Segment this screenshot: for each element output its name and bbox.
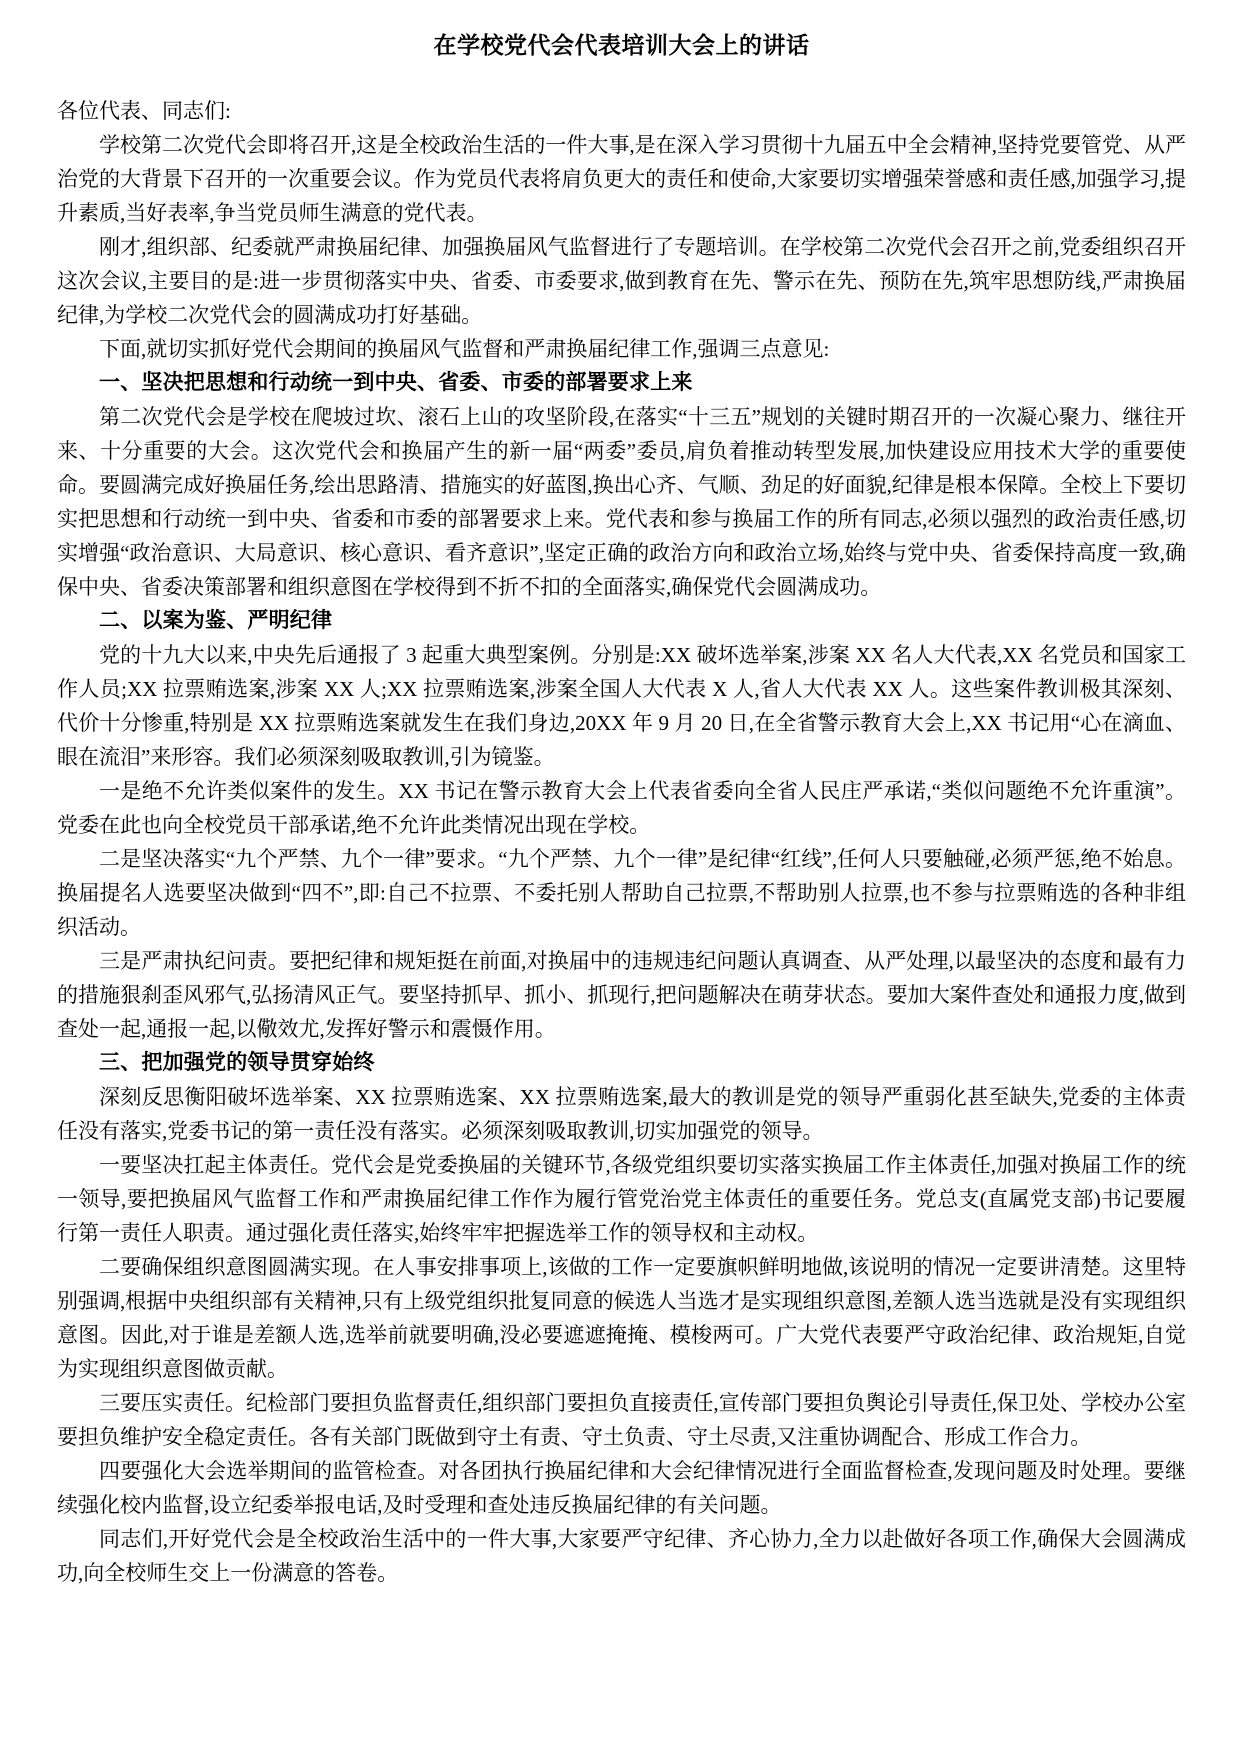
section-heading-1: 一、坚决把思想和行动统一到中央、省委、市委的部署要求上来 — [99, 371, 693, 394]
paragraph: 二要确保组织意图圆满实现。在人事安排事项上,该做的工作一定要旗帜鲜明地做,该说明的情况一定要讲清楚。这里特别强调,根据中央组织部有关精神,只有上级党组织批复同意的候选人当选才是实现组织意图,差额人选当选就是没有实现组织意图。因此,对于谁是差额人选,选举前就要明确,没必要遮遮掩掩、模梭两可。广大党代表要严守政治纪律、政治规矩,自觉为实现组织意图做贡献。 — [57, 1255, 1186, 1381]
section-heading-3: 三、把加强党的领导贯穿始终 — [99, 1051, 375, 1074]
paragraph: 一是绝不允许类似案件的发生。XX 书记在警示教育大会上代表省委向全省人民庄严承诺,“类似问题绝不允许重演”。党委在此也向全校党员干部承诺,绝不允许此类情况出现在学校。 — [57, 779, 1186, 837]
paragraph: 下面,就切实抓好党代会期间的换届风气监督和严肃换届纪律工作,强调三点意见: — [99, 337, 830, 361]
salutation: 各位代表、同志们: — [57, 99, 231, 123]
section-heading-2: 二、以案为鉴、严明纪律 — [99, 609, 333, 632]
paragraph: 学校第二次党代会即将召开,这是全校政治生活的一件大事,是在深入学习贯彻十九届五中全会精神,坚持党要管党、从严治党的大背景下召开的一次重要会议。作为党员代表将肩负更大的责任和使命,大家要切实增强荣誉感和责任感,加强学习,提升素质,当好表率,争当党员师生满意的党代表。 — [57, 133, 1186, 225]
paragraph: 刚才,组织部、纪委就严肃换届纪律、加强换届风气监督进行了专题培训。在学校第二次党代会召开之前,党委组织召开这次会议,主要目的是:进一步贯彻落实中央、省委、市委要求,做到教育在先、警示在先、预防在先,筑牢思想防线,严肃换届纪律,为学校二次党代会的圆满成功打好基础。 — [57, 235, 1186, 327]
paragraph: 三是严肃执纪问责。要把纪律和规矩挺在前面,对换届中的违规违纪问题认真调查、从严处理,以最坚决的态度和最有力的措施狠刹歪风邪气,弘扬清风正气。要坚持抓早、抓小、抓现行,把问题解决在萌芽状态。要加大案件查处和通报力度,做到查处一起,通报一起,以儆效尤,发挥好警示和震慑作用。 — [57, 949, 1186, 1041]
paragraph: 三要压实责任。纪检部门要担负监督责任,组织部门要担负直接责任,宣传部门要担负舆论引导责任,保卫处、学校办公室要担负维护安全稳定责任。各有关部门既做到守土有责、守土负责、守土尽责,又注重协调配合、形成工作合力。 — [57, 1391, 1186, 1449]
paragraph: 第二次党代会是学校在爬坡过坎、滚石上山的攻坚阶段,在落实“十三五”规划的关键时期召开的一次凝心聚力、继往开来、十分重要的大会。这次党代会和换届产生的新一届“两委”委员,肩负着推动转型发展,加快建设应用技术大学的重要使命。要圆满完成好换届任务,绘出思路清、措施实的好蓝图,换出心齐、气顺、劲足的好面貌,纪律是根本保障。全校上下要切实把思想和行动统一到中央、省委和市委的部署要求上来。党代表和参与换届工作的所有同志,必须以强烈的政治责任感,切实增强“政治意识、大局意识、核心意识、看齐意识”,坚定正确的政治方向和政治立场,始终与党中央、省委保持高度一致,确保中央、省委决策部署和组织意图在学校得到不折不扣的全面落实,确保党代会圆满成功。 — [57, 405, 1186, 599]
paragraph: 四要强化大会选举期间的监管检查。对各团执行换届纪律和大会纪律情况进行全面监督检查,发现问题及时处理。要继续强化校内监督,设立纪委举报电话,及时受理和查处违反换届纪律的有关问题。 — [57, 1459, 1186, 1517]
paragraph: 深刻反思衡阳破坏选举案、XX 拉票贿选案、XX 拉票贿选案,最大的教训是党的领导严重弱化甚至缺失,党委的主体责任没有落实,党委书记的第一责任没有落实。必须深刻吸取教训,切实加强党的领导。 — [57, 1085, 1186, 1143]
paragraph: 一要坚决扛起主体责任。党代会是党委换届的关键环节,各级党组织要切实落实换届工作主体责任,加强对换届工作的统一领导,要把换届风气监督工作和严肃换届纪律工作作为履行管党治党主体责任的重要任务。党总支(直属党支部)书记要履行第一责任人职责。通过强化责任落实,始终牢牢把握选举工作的领导权和主动权。 — [57, 1153, 1186, 1245]
paragraph: 同志们,开好党代会是全校政治生活中的一件大事,大家要严守纪律、齐心协力,全力以赴做好各项工作,确保大会圆满成功,向全校师生交上一份满意的答卷。 — [57, 1527, 1186, 1585]
paragraph: 党的十九大以来,中央先后通报了 3 起重大典型案例。分别是:XX 破坏选举案,涉案 XX 名人大代表,XX 名党员和国家工作人员;XX 拉票贿选案,涉案 XX 人;XX 拉票贿选案,涉案全国人大代表 X 人,省人大代表 XX 人。这些案件教训极其深刻、代价十分惨重,特别是 XX 拉票贿选案就发生在我们身边,20XX 年 9 月 20 日,在全省警示教育大会上,XX 书记用“心在滴血、眼在流泪”来形容。我们必须深刻吸取教训,引为镜鉴。 — [57, 643, 1186, 769]
paragraph: 二是坚决落实“九个严禁、九个一律”要求。“九个严禁、九个一律”是纪律“红线”,任何人只要触碰,必须严惩,绝不始息。换届提名人选要坚决做到“四不”,即:自己不拉票、不委托别人帮助自己拉票,不帮助别人拉票,也不参与拉票贿选的各种非组织活动。 — [57, 847, 1186, 939]
document-title: 在学校党代会代表培训大会上的讲话 — [433, 32, 810, 58]
